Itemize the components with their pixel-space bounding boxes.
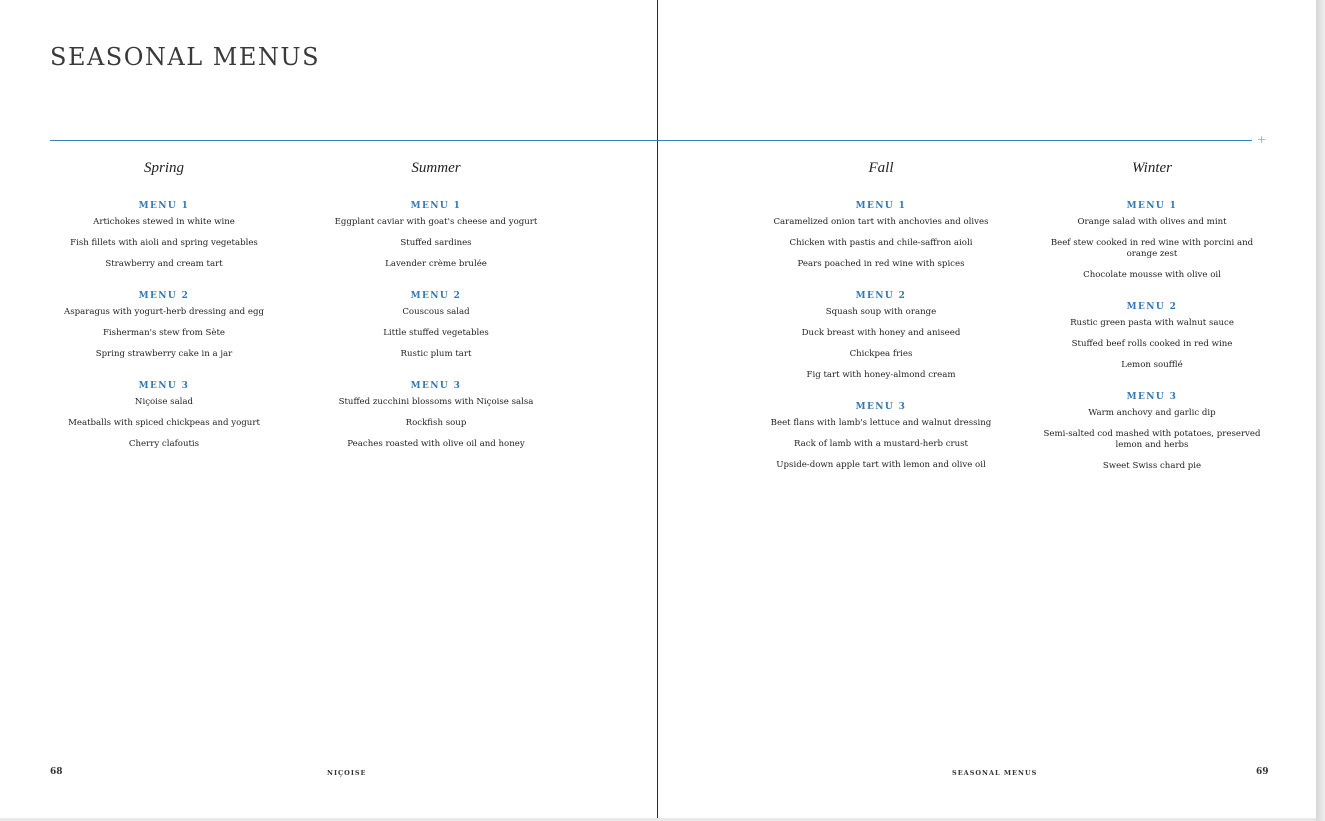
menu-label: MENU 1 [138, 201, 190, 211]
right-running-head: SEASONAL MENUS [952, 769, 1038, 777]
menu-block [316, 380, 556, 450]
dish-item: Meatballs with spiced chickpeas and yogurt [68, 418, 260, 428]
season-column-spring [44, 158, 284, 470]
page-title: SEASONAL MENUS [50, 43, 321, 71]
dish-item: Lavender crème brulée [385, 259, 487, 269]
dish-item: Squash soup with orange [825, 307, 937, 317]
dish-item: Rustic green pasta with walnut sauce [1070, 318, 1234, 328]
dish-item: Chickpea fries [849, 349, 913, 359]
left-page-number: 68 [50, 767, 63, 777]
menu-label: MENU 2 [1126, 302, 1178, 312]
dish-item: Fish fillets with aioli and spring vegetables [70, 238, 258, 248]
dish-item: Stuffed beef rolls cooked in red wine [1071, 339, 1233, 349]
dish-item: Couscous salad [402, 307, 470, 317]
menu-label: MENU 3 [138, 381, 190, 391]
dish-item: Eggplant caviar with goat's cheese and yogurt [334, 217, 538, 227]
dish-item: Little stuffed vegetables [383, 328, 489, 338]
dish-item: Spring strawberry cake in a jar [95, 349, 233, 359]
dish-item: Rustic plum tart [400, 349, 472, 359]
menu-label: MENU 2 [410, 291, 462, 301]
menu-label: MENU 3 [1126, 392, 1178, 402]
dish-item: Chocolate mousse with olive oil [1083, 270, 1221, 280]
season-heading: Summer [411, 160, 461, 176]
menu-label: MENU 3 [410, 381, 462, 391]
menu-block [761, 401, 1001, 471]
dish-item: Warm anchovy and garlic dip [1088, 408, 1216, 418]
rule-plus-ornament: + [1257, 133, 1267, 146]
dish-item: Pears poached in red wine with spices [797, 259, 965, 269]
dish-item: Beef stew cooked in red wine with porcini and orange zest [1050, 238, 1254, 259]
dish-item: Stuffed sardines [400, 238, 472, 248]
menu-block [316, 290, 556, 360]
dish-item: Peaches roasted with olive oil and honey [347, 439, 525, 449]
menu-block [1032, 200, 1272, 281]
menu-block [761, 200, 1001, 270]
dish-item: Asparagus with yogurt-herb dressing and egg [64, 307, 264, 317]
menu-label: MENU 1 [410, 201, 462, 211]
dish-item: Sweet Swiss chard pie [1102, 461, 1202, 471]
season-column-summer [316, 158, 556, 470]
right-page-number: 69 [1256, 767, 1269, 777]
section-rule [50, 140, 1252, 141]
season-column-fall [761, 158, 1001, 491]
dish-item: Orange salad with olives and mint [1077, 217, 1227, 227]
menu-label: MENU 1 [1126, 201, 1178, 211]
menu-block [44, 290, 284, 360]
page-gutter [657, 0, 658, 818]
season-heading: Winter [1132, 160, 1172, 176]
menu-block [761, 290, 1001, 381]
season-heading: Spring [143, 160, 184, 176]
menu-label: MENU 2 [855, 291, 907, 301]
dish-item: Lemon soufflé [1121, 360, 1183, 370]
menu-block [1032, 301, 1272, 371]
dish-item: Stuffed zucchini blossoms with Niçoise salsa [338, 397, 534, 407]
menu-label: MENU 3 [855, 402, 907, 412]
dish-item: Artichokes stewed in white wine [93, 217, 235, 227]
menu-block [1032, 391, 1272, 472]
dish-item: Semi-salted cod mashed with potatoes, preserved lemon and herbs [1043, 429, 1261, 450]
menu-block [44, 200, 284, 270]
dish-item: Cherry clafoutis [128, 439, 200, 449]
season-column-winter [1032, 158, 1272, 492]
menu-block [316, 200, 556, 270]
dish-item: Beet flans with lamb's lettuce and walnut dressing [770, 418, 992, 428]
dish-item: Strawberry and cream tart [105, 259, 223, 269]
menu-label: MENU 1 [855, 201, 907, 211]
dish-item: Rack of lamb with a mustard-herb crust [793, 439, 969, 449]
dish-item: Chicken with pastis and chile-saffron aioli [789, 238, 973, 248]
dish-item: Upside-down apple tart with lemon and olive oil [776, 460, 986, 470]
menu-label: MENU 2 [138, 291, 190, 301]
season-heading: Fall [868, 160, 894, 176]
menu-block [44, 380, 284, 450]
dish-item: Niçoise salad [134, 397, 194, 407]
page-edge-shadow [1316, 0, 1325, 821]
left-running-head: NIÇOISE [327, 769, 367, 777]
dish-item: Rockfish soup [405, 418, 467, 428]
dish-item: Caramelized onion tart with anchovies and olives [773, 217, 989, 227]
dish-item: Fig tart with honey-almond cream [806, 370, 956, 380]
dish-item: Fisherman's stew from Sète [102, 328, 226, 338]
dish-item: Duck breast with honey and aniseed [801, 328, 961, 338]
